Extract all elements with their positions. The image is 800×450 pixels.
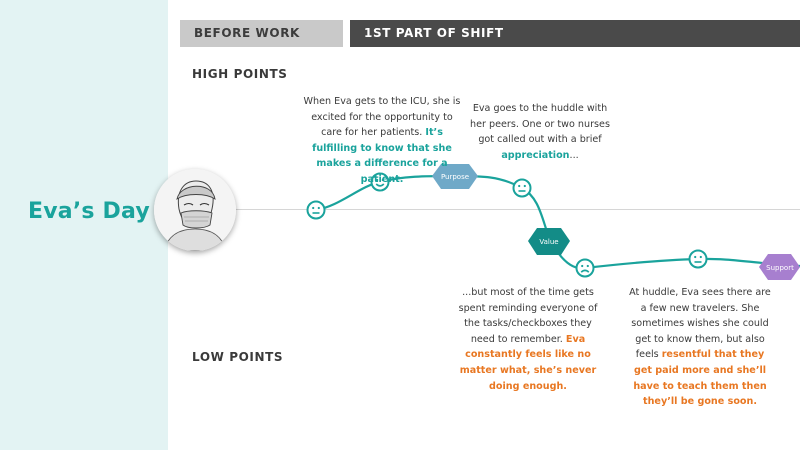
- purpose-badge-label: Purpose: [440, 173, 470, 181]
- note-travelers-text: At huddle, Eva sees there are a few new travelers. She sometimes wishes she could get to know them, but also feels: [629, 287, 771, 361]
- neutral-face-icon: [690, 251, 707, 268]
- sad-face-icon: [577, 260, 594, 277]
- note-huddle-text: Eva goes to the huddle with her peers. One or two nurses got called out with a brief: [470, 103, 610, 146]
- note-huddle-tail: ...: [569, 149, 579, 161]
- note-arrival-text: When Eva gets to the ICU, she is excited for the opportunity to care for her patients.: [303, 96, 461, 139]
- note-travelers-highlight: resentful that they get paid more and she’ll have to teach them then they’ll be gone soon.: [633, 349, 767, 408]
- avatar: [154, 169, 236, 251]
- note-huddle: [470, 101, 610, 163]
- note-huddle-highlight: appreciation: [501, 149, 570, 161]
- note-tasks-highlight: Eva constantly feels like no matter what, she’s never doing enough.: [459, 333, 597, 392]
- note-arrival: [300, 94, 464, 188]
- value-badge: [528, 228, 570, 255]
- value-badge-label: Value: [539, 238, 559, 246]
- neutral-face-icon: [308, 202, 325, 219]
- nurse-portrait-icon: [154, 169, 236, 251]
- neutral-face-icon: [514, 180, 531, 197]
- phase-first-part-of-shift: 1ST PART OF SHIFT: [350, 20, 800, 47]
- low-points-label: LOW POINTS: [192, 350, 284, 364]
- phase-before-work: BEFORE WORK: [180, 20, 343, 47]
- high-points-label: HIGH POINTS: [192, 67, 288, 81]
- note-tasks: [452, 285, 604, 394]
- page-title: Eva’s Day: [28, 199, 150, 224]
- note-travelers: [628, 285, 772, 410]
- note-arrival-highlight: It’s fulfilling to know that she makes a difference for a patient.: [312, 127, 452, 185]
- note-tasks-text: ...but most of the time gets spent reminding everyone of the tasks/checkboxes they need to remember.: [458, 287, 598, 345]
- support-badge: [759, 254, 800, 280]
- support-badge-label: Support: [766, 264, 794, 272]
